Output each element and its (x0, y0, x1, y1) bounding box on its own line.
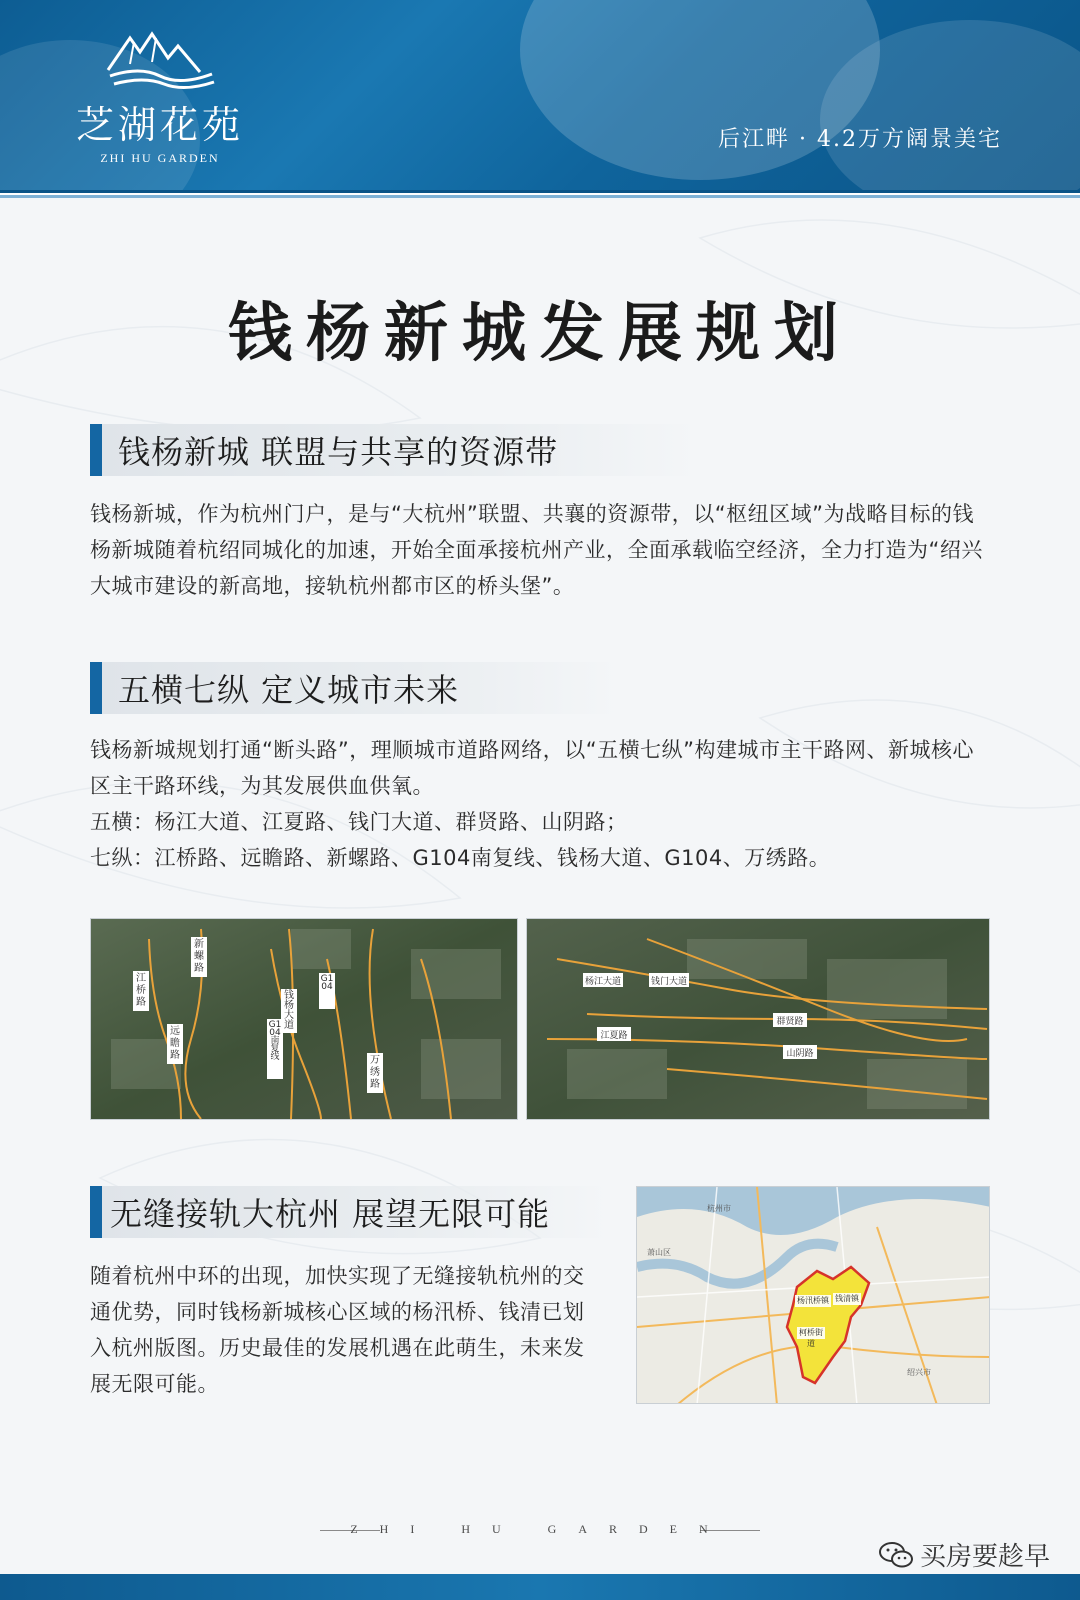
section-paragraph: 钱杨新城，作为杭州门户，是与“大杭州”联盟、共襄的资源带，以“枢纽区域”为战略目标的钱杨新城随着杭绍同城化的加速，开始全面承接杭州产业，全面承载临空经济，全力打造为“绍兴大城市建设的新高地，接轨杭州都市区的桥头堡”。 (90, 502, 983, 598)
region-label: 柯桥街道 (799, 1328, 823, 1348)
section-heading-alliance (90, 424, 702, 476)
place-label: 绍兴市 (907, 1368, 931, 1377)
heading-accent-bar (90, 1186, 102, 1238)
logo-title: 芝湖花苑 (75, 103, 244, 147)
road-label: G104 (320, 974, 334, 992)
logo-subtitle: ZHI HU GARDEN (100, 151, 220, 165)
road-label: 钱杨大道 (284, 990, 294, 1031)
section-heading-text: 五横七纵 定义城市未来 (118, 671, 460, 709)
road-label: 群贤路 (776, 1017, 804, 1027)
road-label: 万绣路 (370, 1055, 380, 1090)
roads-intro-text: 钱杨新城规划打通“断头路”，理顺城市道路网络，以“五横七纵”构建城市主干路网、新城核心区主干路环线，为其发展供血供氧。 (90, 738, 975, 798)
region-map-hangzhou (636, 1186, 990, 1404)
region-label: 钱清镇 (835, 1294, 859, 1303)
section-heading-roads (90, 662, 622, 714)
five-horizontal-text: 五横：杨江大道、江夏路、钱门大道、群贤路、山阴路； (90, 810, 628, 834)
section-paragraph (90, 732, 990, 876)
heading-band (102, 662, 622, 714)
road-label: 钱门大道 (650, 977, 687, 987)
section-heading-text: 无缝接轨大杭州 展望无限可能 (110, 1195, 551, 1233)
satellite-map-vertical-roads (90, 918, 518, 1120)
bottom-band (0, 1574, 1080, 1600)
road-label: 远瞻路 (170, 1026, 180, 1061)
road-label: 杨江大道 (584, 977, 621, 987)
section-paragraph: 随着杭州中环的出现，加快实现了无缝接轨杭州的交通优势，同时钱杨新城核心区域的杨汛桥、钱清已划入杭州版图。历史最佳的发展机遇在此萌生，未来发展无限可能。 (90, 1264, 585, 1396)
road-label: 江桥路 (136, 973, 146, 1008)
section-heading-text: 钱杨新城 联盟与共享的资源带 (118, 433, 559, 471)
wechat-name: 买房要趁早 (919, 1542, 1050, 1572)
road-label: G104南复线 (268, 1020, 282, 1062)
page-title: 钱杨新城发展规划 (228, 296, 852, 371)
heading-accent-bar (90, 662, 102, 714)
mountain-wave-icon (100, 28, 220, 92)
heading-band (102, 1186, 612, 1238)
region-label: 杨汛桥镇 (797, 1296, 829, 1305)
header-divider (0, 190, 1080, 198)
road-label: 山阴路 (786, 1049, 814, 1059)
heading-band (102, 424, 702, 476)
road-label: 江夏路 (600, 1031, 628, 1041)
place-label: 萧山区 (647, 1248, 671, 1257)
heading-accent-bar (90, 424, 102, 476)
wechat-icon (878, 1540, 914, 1570)
place-label: 杭州市 (707, 1204, 731, 1213)
road-label: 新螺路 (194, 939, 204, 974)
header-banner (0, 0, 1080, 190)
section-heading-hangzhou (90, 1186, 612, 1238)
satellite-map-horizontal-roads (526, 918, 990, 1120)
header-slogan: 后江畔 · 4.2万方阔景美宅 (718, 127, 1002, 152)
seven-vertical-text: 七纵：江桥路、远瞻路、新螺路、G104南复线、钱杨大道、G104、万绣路。 (90, 846, 831, 870)
wechat-account[interactable] (878, 1536, 1050, 1573)
brand-logo[interactable] (60, 28, 260, 168)
footer-brand: ZHI HU GARDEN (350, 1522, 730, 1536)
